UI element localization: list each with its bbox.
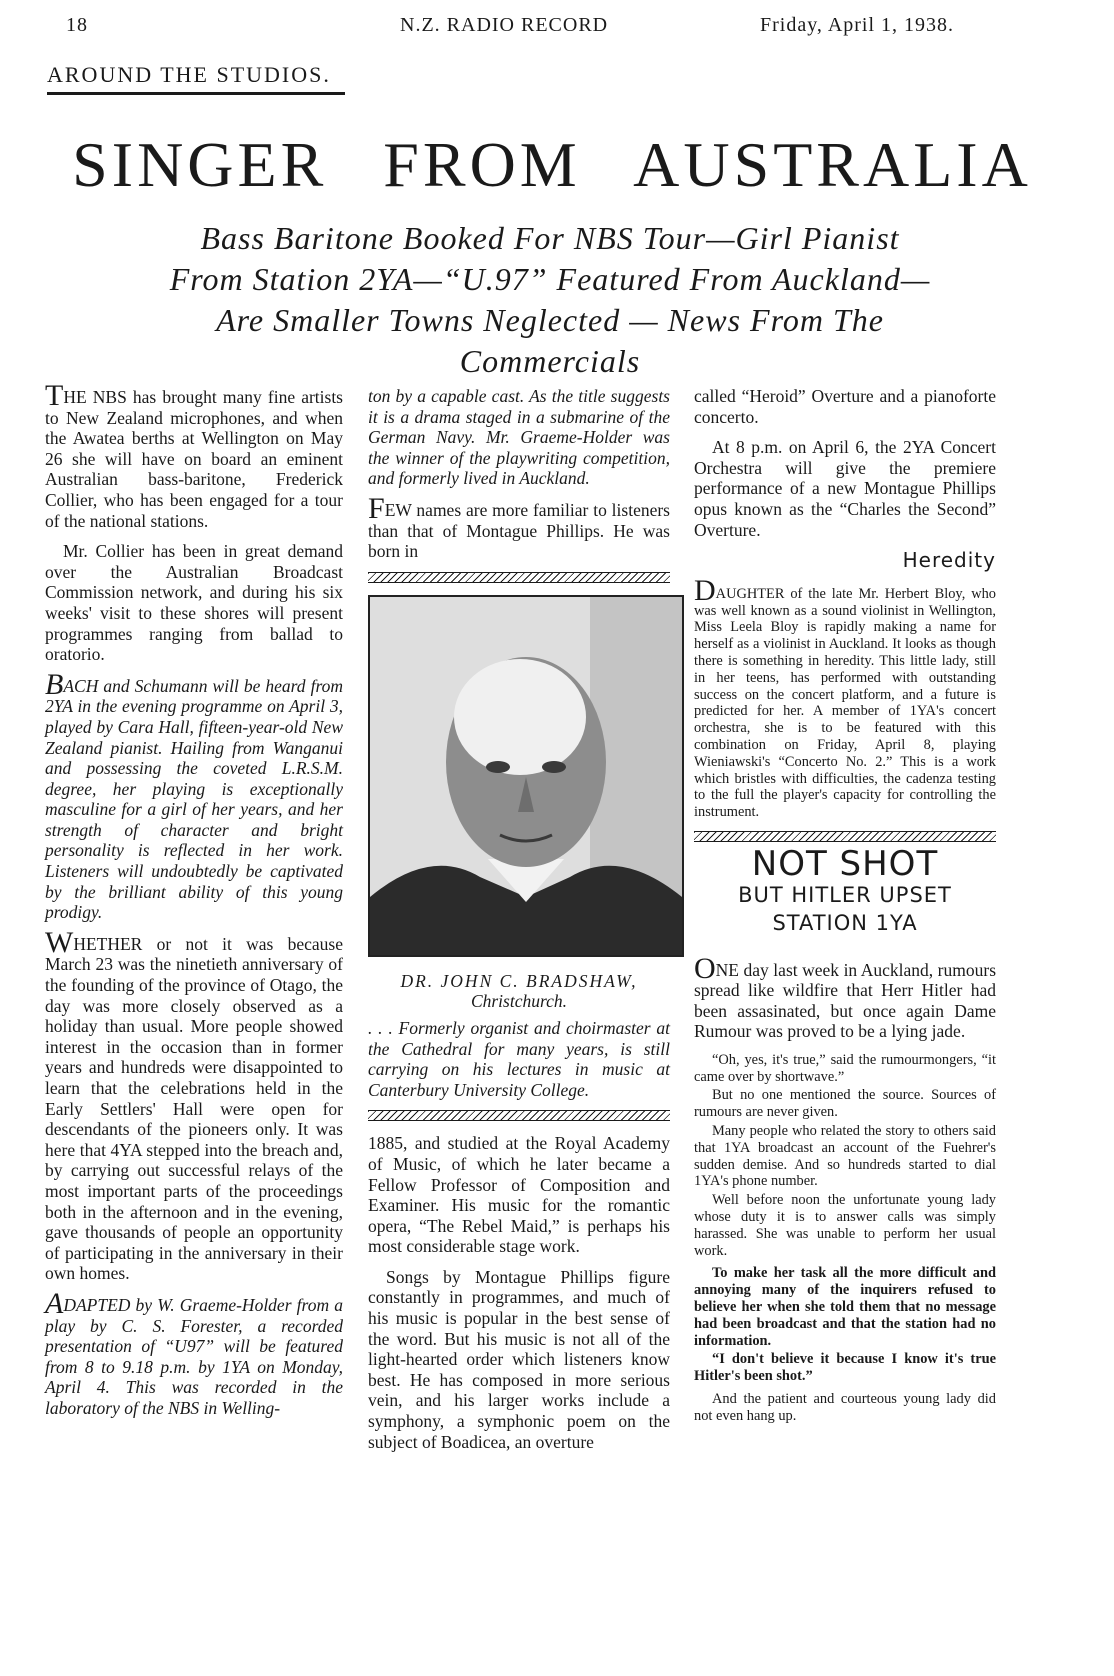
article-paragraph: Songs by Montague Phillips figure constantly in programmes, and much of his music is popular in the best sense of the word. But his music is not all of the light-hearted order which listeners know best. He has composed in more serious vein, and his larger works include a symphony, a symphonic poem on the subject of Boadicea, an overture [368, 1266, 670, 1452]
article-paragraph: FEW names are more familiar to listeners than that of Montague Phillips. He was born in [368, 491, 670, 562]
subheading-heredity: Heredity [902, 548, 996, 573]
drop-cap: O [694, 951, 716, 985]
issue-date: Friday, April 1, 1938. [760, 14, 955, 36]
caption-text: . . . Formerly organist and choirmaster at the Cathedral for many years, is still carrying on his lectures in music at Canterbury University College. [368, 1017, 670, 1100]
article-paragraph: ONE day last week in Auckland, rumours spread like wildfire that Herr Hitler had been assasinated, but once again Dame Rumour was proved to be a lying jade. [694, 951, 996, 1042]
drop-cap: W [45, 925, 74, 959]
drop-cap: T [45, 379, 64, 412]
drop-cap: B [45, 667, 64, 701]
article-paragraph: “Oh, yes, it's true,” said the rumourmongers, “it came over by shortwave.” [694, 1051, 996, 1085]
publication-name: N.Z. RADIO RECORD [400, 14, 609, 36]
decorative-rule [368, 572, 670, 583]
decorative-rule [694, 831, 996, 842]
section-label: AROUND THE STUDIOS. [47, 62, 345, 95]
column-2 [368, 386, 670, 1462]
article-paragraph: 1885, and studied at the Royal Academy of Music, of which he later became a Fellow Professor of Composition and Examiner. His music for the romantic opera, “The Rebel Maid,” is perhaps his most considerable stage work. [368, 1133, 670, 1257]
headline: SINGER FROM AUSTRALIA [72, 129, 1032, 200]
article-paragraph: Well before noon the unfortunate young lady whose duty it is to answer calls was simply harassed. She was unable to perform her usual work. [694, 1192, 996, 1259]
column-3 [694, 386, 996, 1435]
article-paragraph: And the patient and courteous young lady did not even hang up. [694, 1391, 996, 1424]
portrait-illustration [370, 597, 682, 955]
subarticle-headline: NOT SHOT [751, 843, 939, 884]
article-paragraph: Mr. Collier has been in great demand over the Australian Broadcast Commission network, and during his six weeks' visit to these shores will present programmes ranging from ballad to oratorio. [45, 541, 343, 665]
article-paragraph: But no one mentioned the source. Sources of rumours are never given. [694, 1087, 996, 1121]
article-paragraph: called “Heroid” Overture and a pianoforte concerto. [694, 386, 996, 427]
portrait-photo [368, 595, 684, 957]
caption-name: DR. JOHN C. BRADSHAW, [400, 970, 638, 991]
article-paragraph: ton by a capable cast. As the title suggests it is a drama staged in a submarine of the German Navy. Mr. Graeme-Holder was the winner of the playwriting competition, and formerly lived in Auckland. [368, 386, 670, 489]
caption-place: Christchurch. [470, 991, 568, 1012]
article-paragraph: BACH and Schumann will be heard from 2YA in the evening programme on April 3, played by Cara Hall, fifteen-year-old New Zealand pianist. Hailing from Wanganui and possessing the coveted L.R.S.M. degree, her playing is exceptionally masculine for a girl of her years, and her strength of character and bright personality is reflected in her work. Listeners will undoubtedly be captivated by the brilliant ability of this young prodigy. [45, 667, 343, 923]
article-paragraph: WHETHER or not it was because March 23 was the ninetieth anniversary of the founding of the province of Otago, the day was more closely observed as a holiday than usual. More people showed interest in the occasion than in former years and hundreds were disappointed to learn that the celebrations held in the Early Settlers' Hall were open for descendants of the pioneers only. It was here that 4YA stepped into the breach and, by carrying out successful relays of the most important parts of the proceedings both in the afternoon and in the evening, gave thousands of people an opportunity of participating in the anniversary in their own homes. [45, 925, 343, 1284]
decorative-rule [368, 1110, 670, 1121]
drop-cap: D [694, 573, 716, 607]
deck-subheading: Bass Baritone Booked For NBS Tour—Girl Pianist From Station 2YA—“U.97” Featured From Auckland—Are Smaller Towns Neglected — News From The Commercials [169, 220, 931, 379]
article-paragraph: DAUGHTER of the late Mr. Herbert Bloy, who was well known as a sound violinist in Wellington, Miss Leela Bloy is rapidly making a name for herself as a violinist in Auckland. It looks as though there is something in heredity. This little lady, still in her teens, has performed with outstanding success on the concert platform, and a future is predicted for her. A member of 1YA's concert orchestra, she is to be featured with this combination on Friday, April 8, playing Wieniawski's “Concerto No. 2.” This is a work which bristles with difficulties, the cadenza testing to the full the player's capacity for controlling the instrument. [694, 573, 996, 821]
drop-cap: A [45, 1286, 64, 1320]
subarticle-subheading: BUT HITLER UPSET STATION 1YA [738, 882, 952, 935]
drop-cap: F [368, 491, 385, 525]
article-paragraph: Many people who related the story to others said that 1YA broadcast an account of the Fuehrer's sudden demise. And so hundreds started to dial 1YA's phone number. [694, 1123, 996, 1190]
page-number: 18 [66, 14, 88, 36]
article-paragraph: “I don't believe it because I know it's true Hitler's been shot.” [694, 1351, 996, 1385]
article-paragraph: To make her task all the more difficult and annoying many of the inquirers refused to believe her when she told them that no message had been broadcast and that the station had no information. [694, 1265, 996, 1349]
column-1 [45, 379, 343, 1429]
article-paragraph: At 8 p.m. on April 6, the 2YA Concert Orchestra will give the premiere performance of a new Montague Phillips opus known as the “Charles the Second” Overture. [694, 437, 996, 540]
article-paragraph: ADAPTED by W. Graeme-Holder from a play by C. S. Forester, a recorded presentation of “U97” will be featured from 8 to 9.18 p.m. by 1YA on Monday, April 4. This was recorded in the laboratory of the NBS in Welling- [45, 1286, 343, 1418]
article-paragraph: THE NBS has brought many fine artists to New Zealand microphones, and when the Awatea berths at Wellington on May 26 she will have on board an eminent Australian bass-baritone, Frederick Collier, who has been engaged for a tour of the national stations. [45, 379, 343, 531]
